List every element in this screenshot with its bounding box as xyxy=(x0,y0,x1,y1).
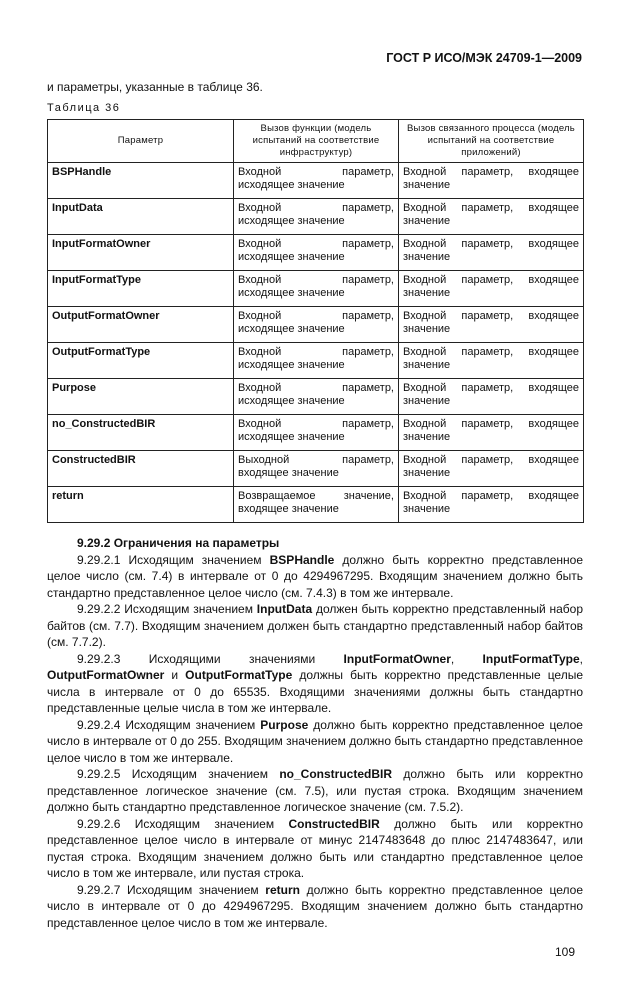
text-segment: должно быть корректно представленное целое число (см. 7.4) в интервале от 0 до 4294967295. Входящим значением должно быть стандартно представленное целое число (см. 7.4.3) в том же интервале. xyxy=(47,552,583,600)
text-segment: , xyxy=(579,651,583,666)
function-call-cell: Входной параметр, исходящее значение xyxy=(234,343,399,379)
running-header: ГОСТ Р ИСО/МЭК 24709-1—2009 xyxy=(386,51,582,65)
function-call-cell: Входной параметр, исходящее значение xyxy=(234,163,399,199)
text-segment: , xyxy=(450,651,483,666)
text-segment: 9.29.2.1 Исходящим значением xyxy=(77,552,270,567)
text-segment: 9.29.2.4 Исходящим значением xyxy=(77,717,261,732)
table-row xyxy=(48,379,584,415)
callback-cell: Входной параметр, входящее значение xyxy=(399,271,584,307)
function-call-cell: Входной параметр, исходящее значение xyxy=(234,271,399,307)
callback-cell: Входной параметр, входящее значение xyxy=(399,307,584,343)
parameter-name: Purpose xyxy=(260,717,309,732)
parameter-name: InputFormatType xyxy=(482,651,580,666)
body-text xyxy=(47,535,583,931)
parameter-name: BSPHandle xyxy=(269,552,335,567)
parameter-cell: OutputFormatType xyxy=(48,343,234,379)
paragraph xyxy=(47,816,583,882)
parameter-cell: return xyxy=(48,487,234,523)
paragraph xyxy=(47,882,583,932)
function-call-cell: Входной параметр, исходящее значение xyxy=(234,199,399,235)
column-header-parameter: Параметр xyxy=(48,120,234,163)
paragraph xyxy=(47,552,583,602)
text-segment: должно быть корректно представленное целое число в интервале от 0 до 255. Входящим значением должно быть стандартно представленное целое число в том же интервале. xyxy=(47,717,583,765)
text-segment: должен быть корректно представленный набор байтов (см. 7.7). Входящим значением должен быть стандартно представленный набор байтов (см. 7.7.2). xyxy=(47,602,583,649)
table-row xyxy=(48,271,584,307)
parameter-cell: BSPHandle xyxy=(48,163,234,199)
text-segment: должно быть или корректно представленное целое число в интервале от минус 2147483648 до плюс 2147483647, или пустая строка. Входящим значением должно быть или стандартно представленное целое число в том же интервале, или пустая строка. xyxy=(47,816,583,880)
callback-cell: Входной параметр, входящее значение xyxy=(399,451,584,487)
paragraph xyxy=(47,601,583,651)
text-segment: должно быть или корректно представленное логическое значение (см. 7.5), или пустая строка. Входящим значением должно быть стандартно представленное логическое значение (см. 7.5.2). xyxy=(47,767,583,814)
table-row xyxy=(48,307,584,343)
parameters-table xyxy=(47,119,584,523)
parameter-name: InputFormatOwner xyxy=(343,651,451,666)
table-caption: Таблица 36 xyxy=(47,102,121,114)
parameter-cell: InputData xyxy=(48,199,234,235)
table-row xyxy=(48,235,584,271)
function-call-cell: Возвращаемое значение, входящее значение xyxy=(234,487,399,523)
parameter-cell: OutputFormatOwner xyxy=(48,307,234,343)
text-segment: 9.29.2.6 Исходящим значением xyxy=(77,816,289,831)
parameter-cell: Purpose xyxy=(48,379,234,415)
text-segment: 9.29.2.5 Исходящим значением xyxy=(77,767,280,781)
text-segment: должно быть корректно представленное целое число в интервале от 0 до 4294967295. Входящим значением должно быть стандартно представленное целое число в том же интервале. xyxy=(47,882,583,930)
parameter-name: no_ConstructedBIR xyxy=(279,767,392,781)
page-number: 109 xyxy=(554,945,575,959)
column-header-function-call: Вызов функции (модель испытаний на соответствие инфраструктур) xyxy=(234,120,399,163)
paragraph xyxy=(47,717,583,767)
callback-cell: Входной параметр, входящее значение xyxy=(399,235,584,271)
text-segment: 9.29.2.7 Исходящим значением xyxy=(77,882,266,897)
callback-cell: Входной параметр, входящее значение xyxy=(399,163,584,199)
callback-cell: Входной параметр, входящее значение xyxy=(399,199,584,235)
function-call-cell: Входной параметр, исходящее значение xyxy=(234,379,399,415)
parameter-cell: InputFormatType xyxy=(48,271,234,307)
table-row xyxy=(48,415,584,451)
text-segment: 9.29.2.2 Исходящим значением xyxy=(77,602,257,616)
parameter-name: OutputFormatOwner xyxy=(47,668,165,682)
function-call-cell: Выходной параметр, входящее значение xyxy=(234,451,399,487)
callback-cell: Входной параметр, входящее значение xyxy=(399,487,584,523)
paragraph xyxy=(47,766,583,816)
table-row xyxy=(48,487,584,523)
text-segment: должны быть корректно представленные целые числа в интервале от 0 до 65535. Входящими значениями должны быть стандартно представленные целые числа в том же интервале. xyxy=(47,668,584,715)
parameter-cell: no_ConstructedBIR xyxy=(48,415,234,451)
parameter-name: ConstructedBIR xyxy=(288,816,380,831)
callback-cell: Входной параметр, входящее значение xyxy=(399,415,584,451)
paragraph xyxy=(47,651,583,717)
table-row xyxy=(48,343,584,379)
parameter-name: OutputFormatType xyxy=(185,668,293,682)
callback-cell: Входной параметр, входящее значение xyxy=(399,343,584,379)
callback-cell: Входной параметр, входящее значение xyxy=(399,379,584,415)
parameter-name: InputData xyxy=(256,602,313,616)
parameter-cell: InputFormatOwner xyxy=(48,235,234,271)
table-row xyxy=(48,199,584,235)
parameter-name: return xyxy=(265,882,300,897)
table-row xyxy=(48,451,584,487)
function-call-cell: Входной параметр, исходящее значение xyxy=(234,307,399,343)
text-segment: 9.29.2.3 Исходящими значениями xyxy=(77,651,344,666)
table-header-row xyxy=(48,120,584,163)
function-call-cell: Входной параметр, исходящее значение xyxy=(234,235,399,271)
intro-text: и параметры, указанные в таблице 36. xyxy=(47,80,263,94)
parameter-cell: ConstructedBIR xyxy=(48,451,234,487)
column-header-callback: Вызов связанного процесса (модель испытаний на соответствие приложений) xyxy=(399,120,584,163)
table-row xyxy=(48,163,584,199)
section-title: 9.29.2 Ограничения на параметры xyxy=(77,536,280,550)
function-call-cell: Входной параметр, исходящее значение xyxy=(234,415,399,451)
text-segment: и xyxy=(164,668,186,682)
